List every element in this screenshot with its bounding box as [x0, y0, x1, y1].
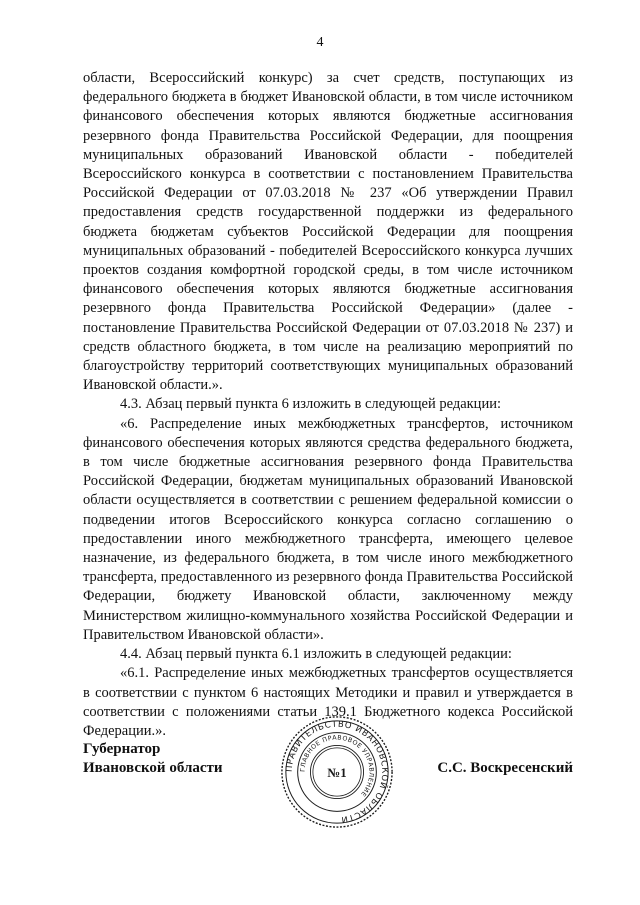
paragraph-continuation: области, Всероссийский конкурс) за счет средств, поступающих из федерального бюджета в бюджет Ивановской области, в том числе источником финансового обеспечения которых являются бюджетные ассигнования резервного фонда Правительства Российской Федерации, для поощрения муниципальных образований Ивановской области - победителей Всероссийского конкурса в соответствии с постановлением Правительства Российской Федерации от 07.03.2018 № 237 «Об утверждении Правил предоставления средств государственной поддержки из федерального бюджета бюджетам субъектов Российской Федерации для поощрения муниципальных образований - победителей Всероссийского конкурса лучших проектов создания комфортной городской среды, в том числе источником финансового обеспечения которых являются бюджетные ассигнования резервного фонда Правительства Российской Федерации» (далее - постановление Правительства Российской Федерации от 07.03.2018 № 237) и средств областного бюджета, в том числе на реализацию мероприятий по благоустройству территорий соответствующих муниципальных образований Ивановской области.».	[83, 70, 573, 394]
signatory-title-line1: Губернатор	[83, 741, 161, 757]
page-number: 4	[316, 35, 324, 50]
signatory-title	[83, 740, 223, 778]
paragraph-4-4-heading: 4.4. Абзац первый пункта 6.1 изложить в следующей редакции:	[120, 646, 512, 663]
paragraph-4-4-quote: «6.1. Распределение иных межбюджетных трансфертов осуществляется в соответствии с пунктом 6 настоящих Методики и правил и утверждается в соответствии с положениями статьи 139.1 Бюджетного кодекса Российской Федерации.».	[83, 665, 573, 739]
official-seal-stamp	[278, 713, 396, 831]
signatory-title-line2: Ивановской области	[83, 760, 223, 776]
seal-inner-text: ГЛАВНОЕ ПРАВОВОЕ УПРАВЛЕНИЕ	[299, 734, 375, 798]
document-body	[83, 69, 573, 741]
seal-number: №1	[327, 765, 347, 780]
seal-outer-text: ПРАВИТЕЛЬСТВО ИВАНОВСКОЙ ОБЛАСТИ	[283, 718, 391, 826]
signature-block	[83, 718, 573, 850]
paragraph-4-3-quote: «6. Распределение иных межбюджетных трансфертов, источником финансового обеспечения которых являются средства федерального бюджета, в том числе бюджетные ассигнования резервного фонда Правительства Российской Федерации, бюджетам муниципальных образований Ивановской области осуществляется в соответствии с решением федеральной комиссии о подведении итогов Всероссийского конкурса согласно соглашению о предоставлении иного межбюджетного трансферта, имеющего целевое назначение, из федерального бюджета, в том числе иного межбюджетного трансферта, предоставленного из резервного фонда Правительства Российской Федерации, бюджету Ивановской области, заключенному между Министерством жилищно-коммунального хозяйства Российской Федерации и Правительством Ивановской области».	[83, 415, 573, 643]
signatory-name: С.С. Воскресенский	[437, 760, 573, 776]
paragraph-4-3-heading: 4.3. Абзац первый пункта 6 изложить в следующей редакции:	[120, 396, 501, 413]
